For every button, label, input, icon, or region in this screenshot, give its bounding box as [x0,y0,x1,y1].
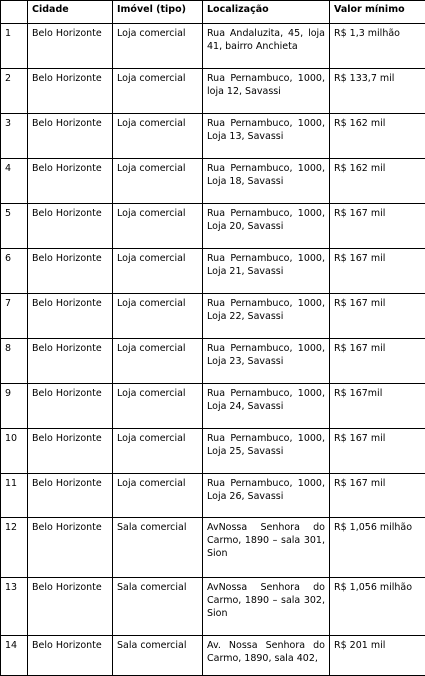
table-row [1,578,425,636]
header-localizacao: Localização [203,1,330,24]
row-cidade: Belo Horizonte [28,69,113,114]
row-tipo: Loja comercial [113,429,203,474]
row-cidade: Belo Horizonte [28,294,113,339]
row-localizacao: Rua Pernambuco, 1000, Loja 13, Savassi [203,114,330,159]
table-row [1,249,425,294]
row-tipo: Sala comercial [113,636,203,676]
header-valor: Valor mínimo [330,1,425,24]
row-tipo: Loja comercial [113,24,203,69]
row-cidade: Belo Horizonte [28,474,113,518]
row-valor: R$ 201 mil [330,636,425,676]
row-valor: R$ 167 mil [330,339,425,384]
row-num: 10 [1,429,28,474]
table-row [1,159,425,204]
row-cidade: Belo Horizonte [28,518,113,578]
row-tipo: Loja comercial [113,69,203,114]
row-tipo: Loja comercial [113,294,203,339]
row-valor: R$ 167 mil [330,294,425,339]
row-localizacao: Rua Pernambuco, 1000, Loja 23, Savassi [203,339,330,384]
row-tipo: Loja comercial [113,114,203,159]
table-row [1,636,425,676]
row-localizacao: Rua Pernambuco, 1000, loja 12, Savassi [203,69,330,114]
row-valor: R$ 167mil [330,384,425,429]
row-valor: R$ 162 mil [330,114,425,159]
row-num: 2 [1,69,28,114]
row-localizacao: Rua Pernambuco, 1000, Loja 20, Savassi [203,204,330,249]
row-valor: R$ 167 mil [330,204,425,249]
row-cidade: Belo Horizonte [28,159,113,204]
row-tipo: Loja comercial [113,384,203,429]
row-localizacao: Rua Pernambuco, 1000, Loja 24, Savassi [203,384,330,429]
row-num: 7 [1,294,28,339]
row-num: 12 [1,518,28,578]
row-tipo: Loja comercial [113,249,203,294]
header-row [1,1,425,24]
row-localizacao: Rua Pernambuco, 1000, Loja 21, Savassi [203,249,330,294]
row-tipo: Sala comercial [113,518,203,578]
row-num: 14 [1,636,28,676]
table-row [1,204,425,249]
row-localizacao: AvNossa Senhora do Carmo, 1890 – sala 302, Sion [203,578,330,636]
row-valor: R$ 1,3 milhão [330,24,425,69]
row-num: 9 [1,384,28,429]
row-cidade: Belo Horizonte [28,24,113,69]
table-row [1,114,425,159]
row-tipo: Loja comercial [113,204,203,249]
row-tipo: Sala comercial [113,578,203,636]
row-cidade: Belo Horizonte [28,429,113,474]
row-valor: R$ 167 mil [330,429,425,474]
row-cidade: Belo Horizonte [28,384,113,429]
row-num: 3 [1,114,28,159]
row-cidade: Belo Horizonte [28,249,113,294]
row-valor: R$ 167 mil [330,474,425,518]
table-row [1,384,425,429]
row-cidade: Belo Horizonte [28,204,113,249]
header-cidade: Cidade [28,1,113,24]
table-row [1,24,425,69]
row-localizacao: AvNossa Senhora do Carmo, 1890 – sala 301, Sion [203,518,330,578]
row-localizacao: Rua Pernambuco, 1000, Loja 25, Savassi [203,429,330,474]
row-num: 11 [1,474,28,518]
row-localizacao: Rua Andaluzita, 45, loja 41, bairro Anchieta [203,24,330,69]
table-row [1,429,425,474]
row-cidade: Belo Horizonte [28,339,113,384]
row-valor: R$ 167 mil [330,249,425,294]
header-num [1,1,28,24]
row-tipo: Loja comercial [113,339,203,384]
row-tipo: Loja comercial [113,159,203,204]
row-valor: R$ 1,056 milhão [330,578,425,636]
header-tipo: Imóvel (tipo) [113,1,203,24]
table-row [1,294,425,339]
table-row [1,339,425,384]
row-num: 6 [1,249,28,294]
row-localizacao: Rua Pernambuco, 1000, Loja 26, Savassi [203,474,330,518]
row-cidade: Belo Horizonte [28,578,113,636]
row-cidade: Belo Horizonte [28,636,113,676]
row-localizacao: Rua Pernambuco, 1000, Loja 22, Savassi [203,294,330,339]
row-localizacao: Rua Pernambuco, 1000, Loja 18, Savassi [203,159,330,204]
row-num: 5 [1,204,28,249]
table-row [1,69,425,114]
row-num: 8 [1,339,28,384]
row-num: 13 [1,578,28,636]
row-valor: R$ 1,056 milhão [330,518,425,578]
row-num: 4 [1,159,28,204]
row-cidade: Belo Horizonte [28,114,113,159]
table-row [1,518,425,578]
row-valor: R$ 162 mil [330,159,425,204]
row-num: 1 [1,24,28,69]
row-tipo: Loja comercial [113,474,203,518]
row-valor: R$ 133,7 mil [330,69,425,114]
row-localizacao: Av. Nossa Senhora do Carmo, 1890, sala 402, [203,636,330,676]
table-row [1,474,425,518]
